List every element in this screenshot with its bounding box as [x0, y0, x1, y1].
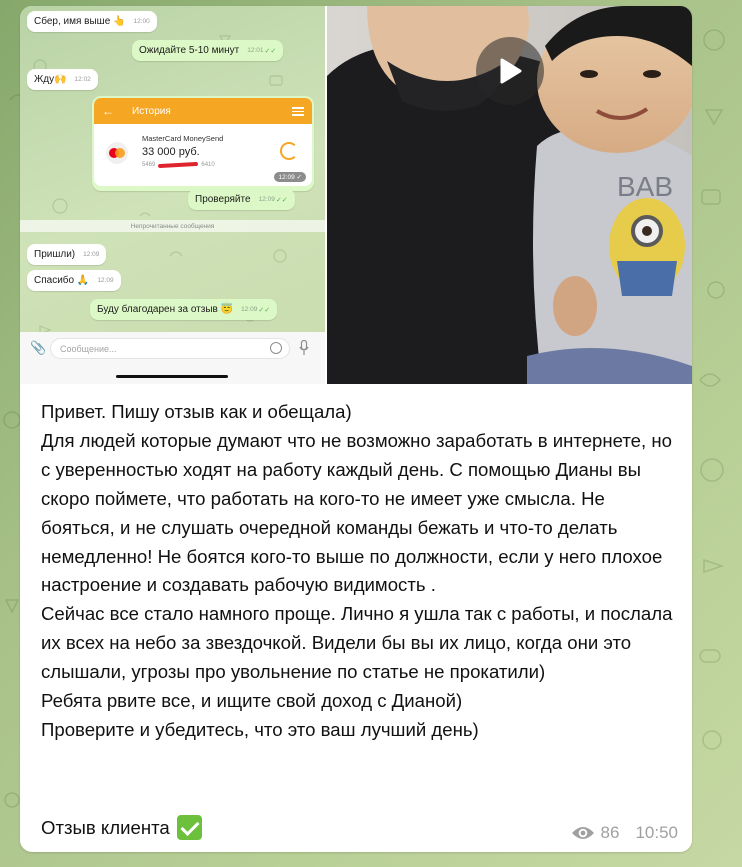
screenshot-message-field: Сообщение...	[50, 338, 290, 359]
read-check-icon: ✓✓	[264, 47, 277, 55]
mastercard-logo-icon	[106, 142, 128, 164]
back-arrow-icon: ←	[102, 104, 114, 118]
receipt-header	[94, 98, 312, 124]
home-indicator	[116, 375, 228, 378]
redaction-mark	[158, 162, 198, 168]
check-mark-icon	[177, 815, 202, 840]
play-icon	[497, 57, 523, 85]
screenshot-input-bar	[20, 332, 325, 384]
unread-messages-divider: Непрочитанные сообщения	[20, 220, 325, 232]
payment-service-name: MasterCard MoneySend	[142, 134, 224, 143]
chat-message-outgoing: Буду благодарен за отзыв 😇 12:09 ✓✓	[90, 299, 277, 320]
chat-message-incoming: Спасибо 🙏 12:09	[27, 270, 121, 291]
post-tag	[41, 815, 202, 840]
payment-receipt-message	[92, 96, 314, 191]
timer-icon	[270, 342, 282, 354]
chat-message-incoming: Сбер, имя выше 👆 12:00	[27, 11, 157, 32]
payment-receipt-screenshot	[94, 98, 312, 186]
chat-message-incoming: Жду🙌 12:02	[27, 69, 98, 90]
pending-status-icon	[280, 142, 298, 160]
receipt-time: 12:09 ✓	[274, 172, 306, 182]
eye-icon	[571, 825, 595, 841]
post-time: 10:50	[635, 823, 678, 842]
chat-message-outgoing: Ожидайте 5-10 минут 12:01 ✓✓	[132, 40, 283, 61]
read-check-icon: ✓✓	[275, 196, 288, 204]
chat-message-incoming: Пришли) 12:09	[27, 244, 106, 265]
receipt-header-title: История	[132, 105, 171, 117]
post-media-group	[20, 6, 692, 384]
payment-amount: 33 000 руб.	[142, 146, 200, 158]
play-button[interactable]	[476, 37, 544, 105]
view-count: 86	[600, 823, 620, 842]
receipt-body	[94, 124, 312, 186]
video-thumbnail[interactable]	[327, 6, 692, 384]
post-meta	[571, 823, 678, 843]
channel-post	[20, 6, 692, 852]
payment-card-number: 5469 6410	[142, 162, 215, 168]
read-check-icon: ✓✓	[258, 306, 271, 314]
chat-screenshot-image[interactable]	[20, 6, 325, 384]
filter-icon	[292, 106, 304, 116]
microphone-icon	[299, 340, 309, 356]
chat-message-outgoing: Проверяйте 12:09 ✓✓	[188, 189, 295, 210]
post-tag-label: Отзыв клиента	[41, 816, 170, 838]
paperclip-icon: 📎	[30, 340, 47, 355]
svg-text:BAB: BAB	[617, 171, 674, 202]
post-text: Привет. Пишу отзыв как и обещала) Для людей которые думают что не возможно заработать в интернете, но с уверенностью ходят на работу каждый день. С помощью Дианы вы скоро поймете, что работать на кого-то не имеет уже смысла. Не бояться, и не слушать очередной команды бежать и что-то делать немедленно! Не боятся кого-то выше по должности, если у него плохое настроение и создавать рабочую видимость . Сейчас все стало намного проще. Лично я ушла так с работы, и послала их всех на небо за звездочкой. Видели бы вы их лицо, когда они это слышали, угрозы про увольнение по статье не прокатили) Ребята рвите все, и ищите свой доход с Дианой) Проверите и убедитесь, что это ваш лучший день)	[41, 401, 673, 740]
